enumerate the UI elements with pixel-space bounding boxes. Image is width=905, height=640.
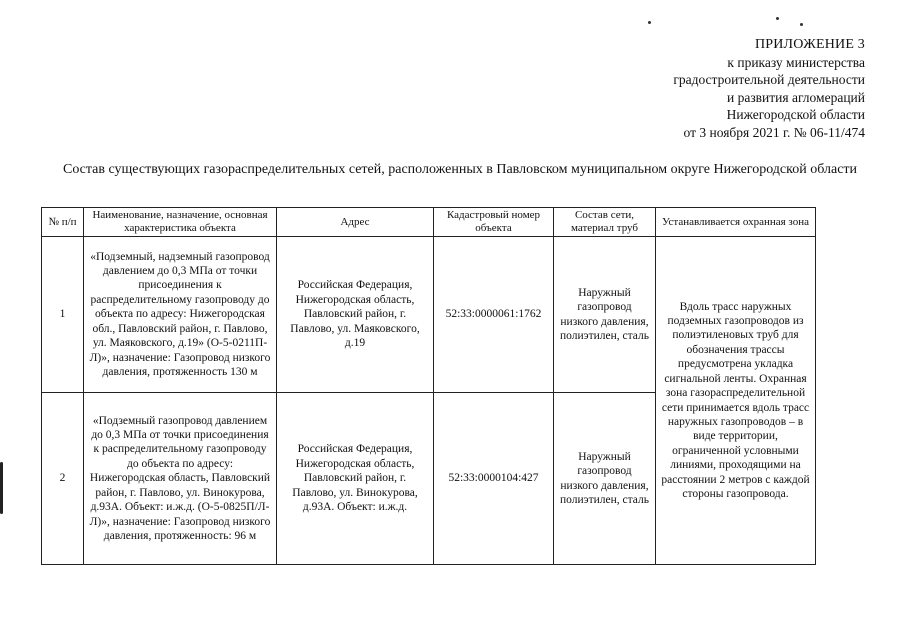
header-line: Нижегородской области xyxy=(726,107,865,122)
object-address: Российская Федерация, Нижегородская область, Павловский район, г. Павлово, ул. Винокурова, д.93А. Объект: и.ж.д. xyxy=(277,393,434,565)
header-name: Наименование, назначение, основная характеристика объекта xyxy=(84,208,277,237)
row-number: 1 xyxy=(42,237,84,393)
table-header-row xyxy=(42,208,816,237)
appendix-label: ПРИЛОЖЕНИЕ 3 xyxy=(754,37,865,52)
header-zone: Устанавливается охранная зона xyxy=(656,208,816,237)
header-line: к приказу министерства xyxy=(727,54,865,70)
cadastral-number: 52:33:0000061:1762 xyxy=(434,237,554,393)
header-network: Состав сети, материал труб xyxy=(554,208,656,237)
scan-edge-mark xyxy=(0,462,3,514)
scan-speck xyxy=(648,21,651,24)
appendix-header xyxy=(673,36,865,141)
header-line: градостроительной деятельности xyxy=(673,72,865,87)
scan-speck xyxy=(776,17,779,20)
network-material: Наружный газопровод низкого давления, полиэтилен, сталь xyxy=(554,393,656,565)
header-line: и развития агломераций xyxy=(726,89,865,105)
object-address: Российская Федерация, Нижегородская область, Павловский район, г. Павлово, ул. Маяковского, д.19 xyxy=(277,237,434,393)
object-description: «Подземный, надземный газопровод давлением до 0,3 МПа от точки присоединения к распределительному газопроводу до объекта по адресу: Нижегородская обл., Павловский район, г. Павлово, ул. Маяковского, д.19» (О-5-0211П-Л)», назначение: Газопровод низкого давления, протяженность 130 м xyxy=(84,237,277,393)
row-number: 2 xyxy=(42,393,84,565)
scan-speck xyxy=(800,23,803,26)
document-title: Состав существующих газораспределительных сетей, расположенных в Павловском муниципальном округе Нижегородской области xyxy=(62,162,858,177)
header-num: № п/п xyxy=(42,208,84,237)
gas-network-table xyxy=(41,207,816,565)
header-cadastral: Кадастровый номер объекта xyxy=(434,208,554,237)
cadastral-number: 52:33:0000104:427 xyxy=(434,393,554,565)
order-reference: от 3 ноября 2021 г. № 06-11/474 xyxy=(683,124,865,140)
header-address: Адрес xyxy=(277,208,434,237)
table-row xyxy=(42,237,816,393)
object-description: «Подземный газопровод давлением до 0,3 МПа от точки присоединения к распределительному газопроводу до объекта по адресу: Нижегородская область, Павловский район, г. Павлово, ул. Винокурова, д.93А. Объект: и.ж.д. (О-5-0825П/Л-Л)», назначение: Газопровод низкого давления, протяженность: 96 м xyxy=(84,393,277,565)
protection-zone-text: Вдоль трасс наружных подземных газопроводов из полиэтиленовых труб для обозначения трассы предусмотрена укладка сигнальной ленты. Охранная зона газораспределительной сети принимается вдоль трасс наружных газопроводов – в виде территории, ограниченной условными линиями, проходящими на расстоянии 2 метров с каждой стороны газопровода. xyxy=(656,237,816,565)
network-material: Наружный газопровод низкого давления, полиэтилен, сталь xyxy=(554,237,656,393)
